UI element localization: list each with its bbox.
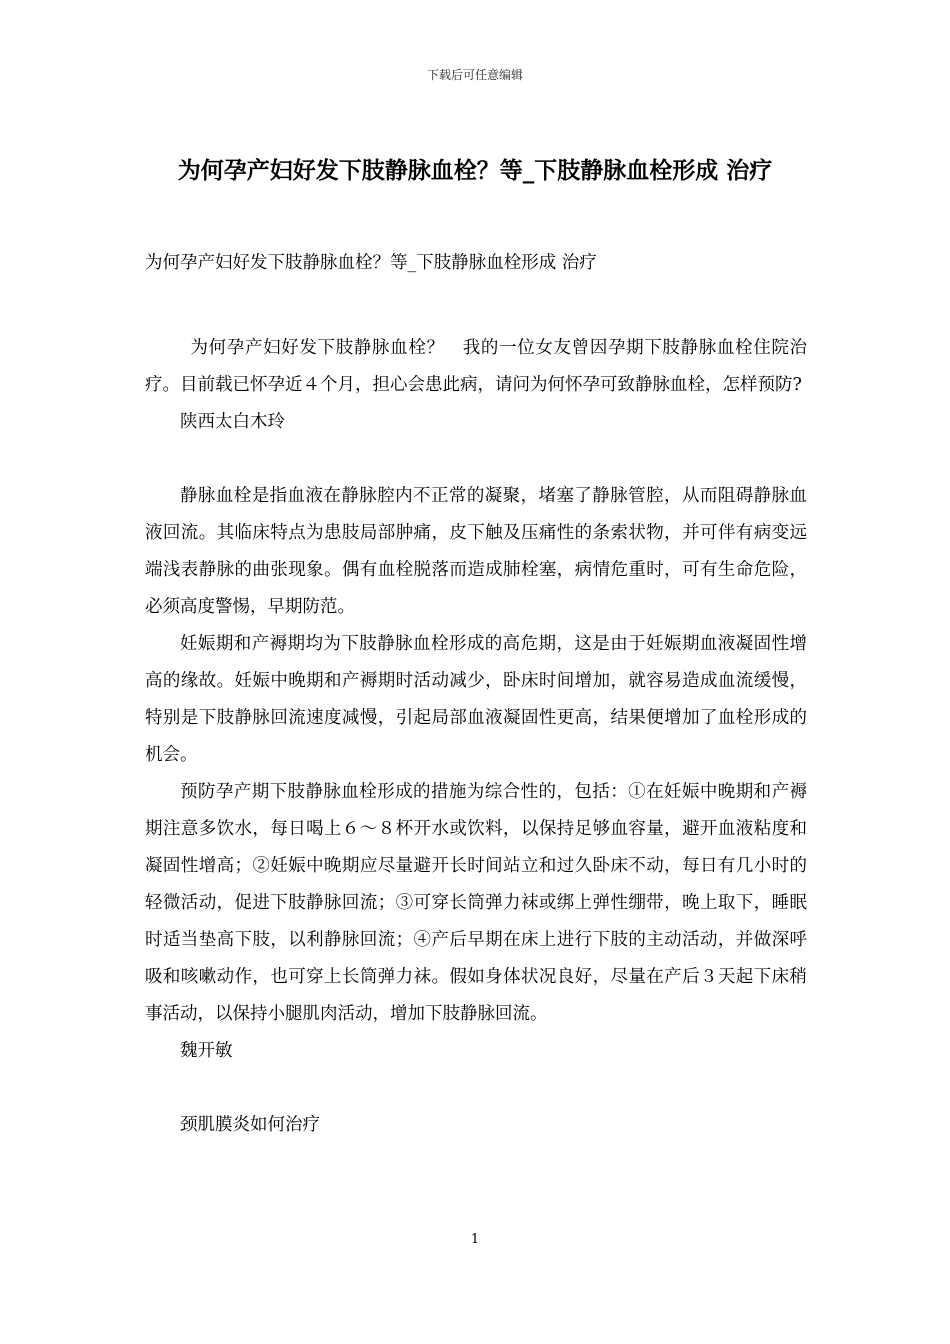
asker-signature: 陕西太白木玲 bbox=[180, 412, 285, 432]
question-paragraph: 为何孕产妇好发下肢静脉血栓？ 我的一位女友曾因孕期下肢静脉血栓住院治疗。目前载已怀孕近４个月，担心会患此病，请问为何怀孕可致静脉血栓，怎样预防? bbox=[145, 338, 807, 395]
spacer bbox=[145, 441, 807, 478]
spacer bbox=[145, 1070, 807, 1107]
spacer bbox=[145, 282, 807, 330]
header-note: 下载后可任意编辑 bbox=[426, 68, 523, 82]
body-paragraph-1: 静脉血栓是指血液在静脉腔内不正常的凝聚，堵塞了静脉管腔，从而阻碍静脉血液回流。其临床特点为患肢局部肿痛，皮下触及压痛性的条索状物，并可伴有病变远端浅表静脉的曲张现象。偶有血栓脱落而造成肺栓塞，病情危重时，可有生命危险，必须高度警惕，早期防范。 bbox=[145, 486, 807, 617]
page-number: 1 bbox=[470, 1232, 480, 1247]
next-article-heading: 颈肌膜炎如何治疗 bbox=[180, 1115, 320, 1135]
body-paragraph-3: 预防孕产期下肢静脉血栓形成的措施为综合性的，包括：①在妊娠中晚期和产褥期注意多饮水，每日喝上６～８杯开水或饮料，以保持足够血容量，避开血液粘度和凝固性增高；②妊娠中晚期应尽量避开长时间站立和过久卧床不动，每日有几小时的轻微活动，促进下肢静脉回流；③可穿长筒弹力袜或绑上弹性绷带，晚上取下，睡眠时适当垫高下肢，以利静脉回流；④产后早期在床上进行下肢的主动活动，并做深呼吸和咳嗽动作，也可穿上长筒弹力袜。假如身体状况良好，尽量在产后３天起下床稍事活动，以保持小腿肌肉活动，增加下肢静脉回流。 bbox=[145, 782, 807, 1024]
document-title: 为何孕产妇好发下肢静脉血栓？等_下肢静脉血栓形成 治疗 bbox=[177, 158, 773, 184]
document-body bbox=[145, 245, 807, 1144]
subtitle: 为何孕产妇好发下肢静脉血栓？等_下肢静脉血栓形成 治疗 bbox=[145, 253, 597, 273]
answerer-signature: 魏开敏 bbox=[180, 1041, 233, 1061]
body-paragraph-2: 妊娠期和产褥期均为下肢静脉血栓形成的高危期，这是由于妊娠期血液凝固性增高的缘故。妊娠中晚期和产褥期时活动减少，卧床时间增加，就容易造成血流缓慢，特别是下肢静脉回流速度减慢，引起局部血液凝固性更高，结果便增加了血栓形成的机会。 bbox=[145, 634, 807, 765]
